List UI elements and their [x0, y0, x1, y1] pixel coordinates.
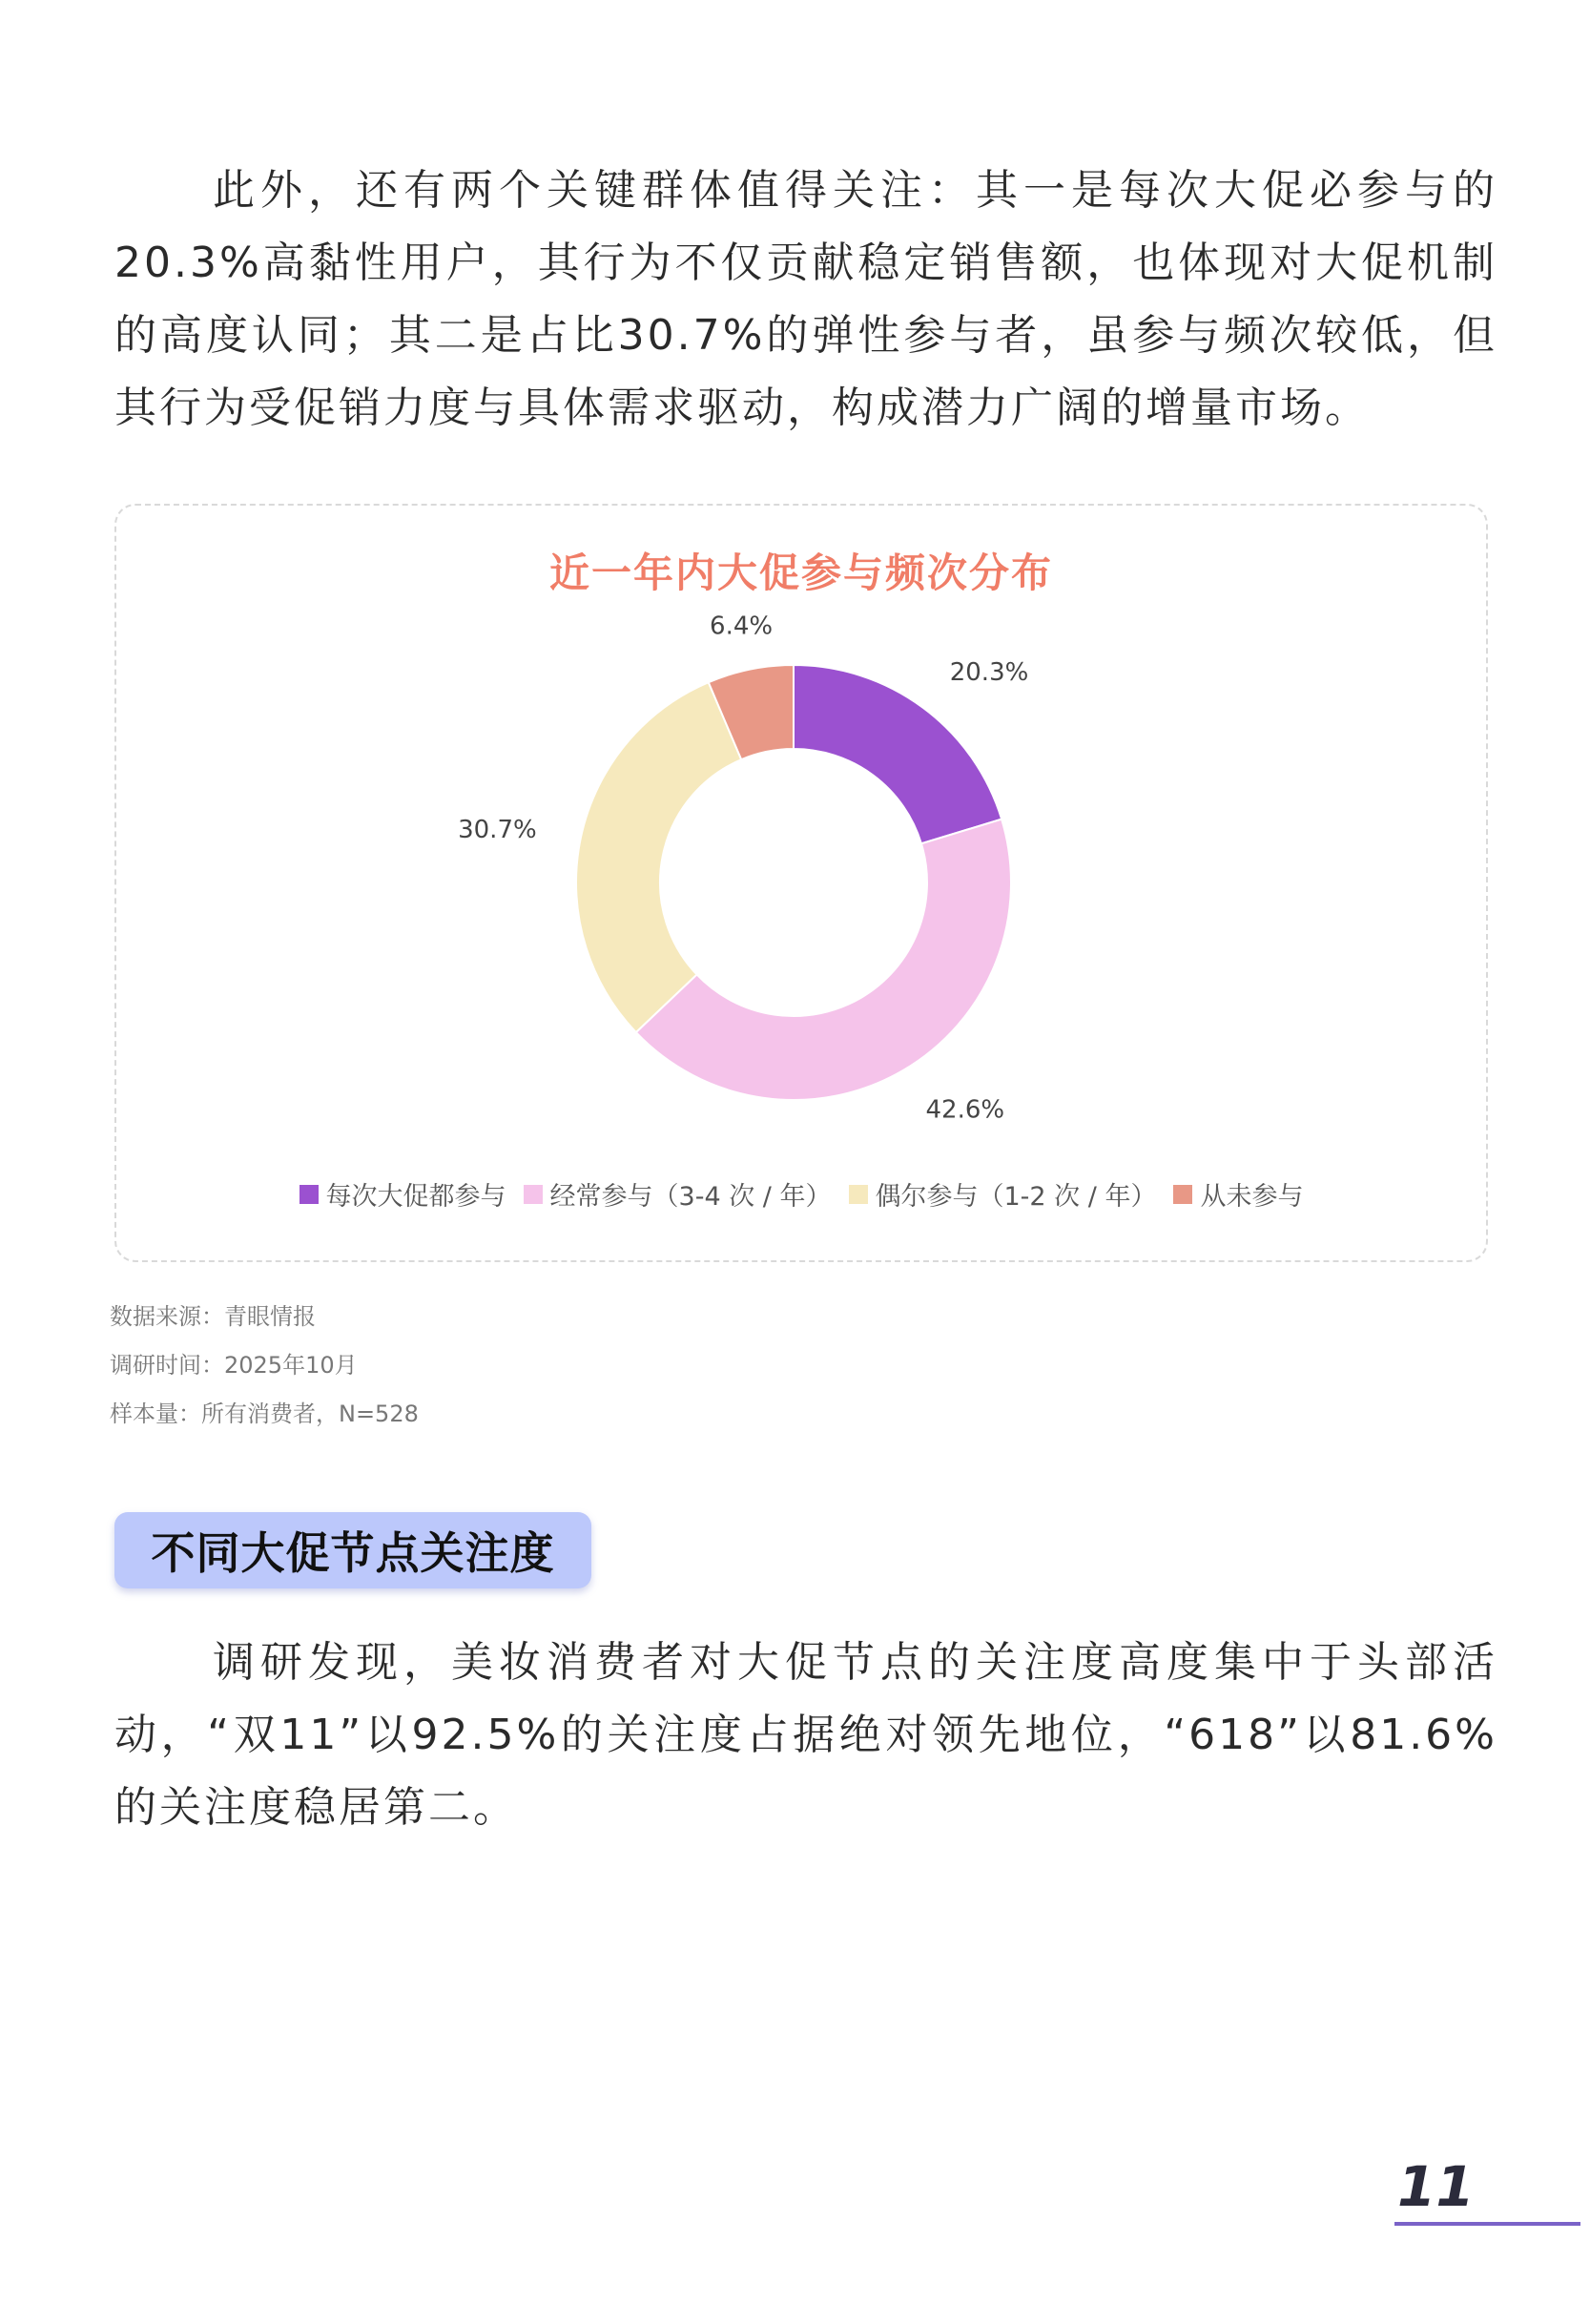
section-paragraph: [114, 1627, 1497, 1844]
chart-title: 近一年内大促参与频次分布: [548, 550, 1053, 596]
donut-slices: [576, 665, 1011, 1100]
legend-label: 每次大促都参与: [325, 1182, 506, 1212]
slice-value-label: 42.6%: [925, 1095, 1005, 1125]
legend-item: [849, 1175, 1157, 1213]
data-source-note: 数据来源：青眼情报: [110, 1303, 316, 1330]
intro-paragraph-text: 此外，还有两个关键群体值得关注：其一是每次大促必参与的20.3%高黏性用户，其行为不仅贡献稳定销售额，也体现对大促机制的高度认同；其二是占比30.7%的弹性参与者，虽参与频次较低，但其行为受促销力度与具体需求驱动，构成潜力广阔的增量市场。: [114, 166, 1497, 432]
chart-legend: [116, 1175, 1486, 1213]
donut-slice: [794, 665, 1001, 843]
page-number-underline: [1394, 2222, 1580, 2226]
survey-time-note: 调研时间：2025年10月: [110, 1352, 358, 1379]
slice-value-label: 6.4%: [710, 612, 774, 641]
legend-item: [299, 1175, 506, 1213]
slice-value-label: 30.7%: [458, 816, 537, 845]
legend-item: [1173, 1175, 1303, 1213]
legend-label: 偶尔参与（1-2 次 / 年）: [875, 1182, 1157, 1212]
legend-label: 从未参与: [1200, 1182, 1304, 1212]
intro-paragraph: [114, 155, 1497, 445]
legend-swatch: [299, 1185, 319, 1204]
donut-chart-panel: [114, 504, 1488, 1262]
donut-slice: [576, 682, 741, 1032]
legend-item: [524, 1175, 832, 1213]
page-number: 11: [1397, 2154, 1475, 2219]
legend-swatch: [524, 1185, 543, 1204]
legend-label: 经常参与（3-4 次 / 年）: [549, 1182, 832, 1212]
section-paragraph-text: 调研发现，美妆消费者对大促节点的关注度高度集中于头部活动，“双11”以92.5%的关注度占据绝对领先地位，“618”以81.6%的关注度稳居第二。: [114, 1638, 1497, 1832]
sample-size-note: 样本量：所有消费者，N=528: [110, 1401, 419, 1427]
section-heading: 不同大促节点关注度: [114, 1512, 591, 1588]
legend-swatch: [1173, 1185, 1192, 1204]
donut-slice: [636, 820, 1011, 1100]
donut-chart: [116, 506, 1490, 1264]
slice-value-label: 20.3%: [949, 658, 1029, 688]
legend-swatch: [849, 1185, 868, 1204]
